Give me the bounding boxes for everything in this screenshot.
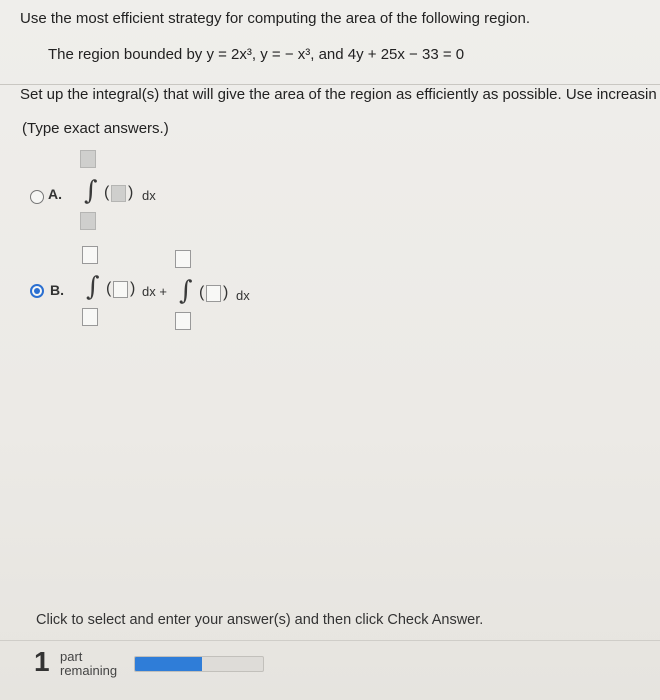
option-b-label: B. (50, 282, 64, 298)
option-a-label: A. (48, 186, 62, 202)
option-a-integrand-input[interactable] (111, 185, 126, 202)
integral-sign-icon: ∫ (86, 272, 100, 302)
footer-divider (0, 640, 660, 641)
option-b-radio[interactable] (30, 284, 44, 298)
option-b-second-dx: dx (236, 288, 250, 303)
option-b-second-lower-limit-input[interactable] (175, 312, 191, 330)
integral-sign-icon: ∫ (179, 276, 193, 306)
question-header (0, 0, 660, 85)
type-hint: (Type exact answers.) (22, 120, 169, 137)
option-a-lower-limit-input[interactable] (80, 212, 96, 230)
parts-remaining-line2: remaining (60, 663, 118, 678)
close-paren: ) (128, 184, 134, 201)
option-b-first-dx: dx + (142, 284, 167, 299)
option-b-first-lower-limit-input[interactable] (82, 308, 98, 326)
progress-bar (134, 656, 264, 672)
open-paren: ( (199, 284, 205, 301)
option-b-second-upper-limit-input[interactable] (175, 250, 191, 268)
option-b-second-integrand-input[interactable] (206, 285, 221, 302)
close-paren: ) (223, 284, 229, 301)
question-instruction: Use the most efficient strategy for computing the area of the following region. (20, 10, 530, 27)
parts-remaining-line1: part (60, 649, 83, 664)
progress-bar-fill (135, 657, 202, 671)
option-a-radio[interactable] (30, 190, 44, 204)
open-paren: ( (104, 184, 110, 201)
setup-instruction: Set up the integral(s) that will give the area of the region as efficiently as possible. Use increasin (20, 86, 657, 103)
close-paren: ) (130, 280, 136, 297)
region-description: The region bounded by y = 2x³, y = − x³, and 4y + 25x − 33 = 0 (48, 46, 465, 63)
option-a-dx: dx (142, 188, 156, 203)
option-a-upper-limit-input[interactable] (80, 150, 96, 168)
footer-instruction: Click to select and enter your answer(s) and then click Check Answer. (36, 612, 484, 628)
parts-remaining-count: 1 (34, 646, 50, 677)
open-paren: ( (106, 280, 112, 297)
parts-remaining-label (60, 650, 117, 678)
integral-sign-icon: ∫ (84, 176, 98, 206)
option-b-first-integrand-input[interactable] (113, 281, 128, 298)
option-b-first-upper-limit-input[interactable] (82, 246, 98, 264)
